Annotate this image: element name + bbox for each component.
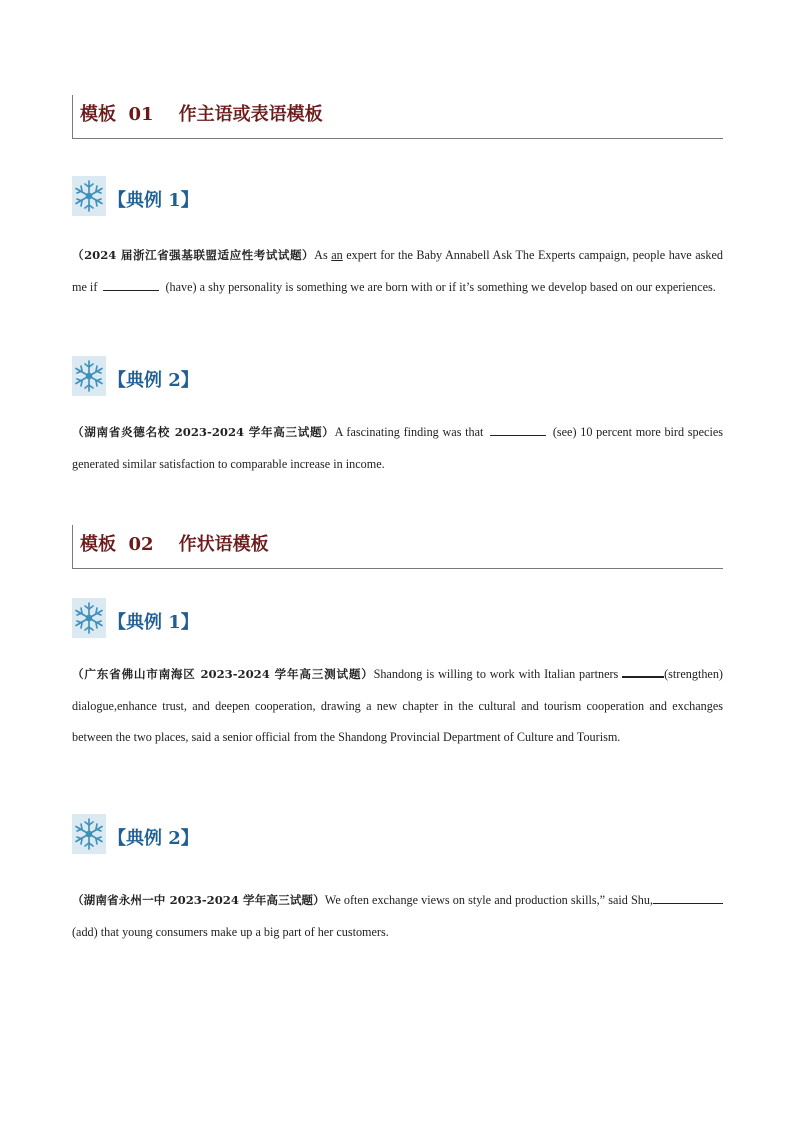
source-citation: （湖南省炎德名校 2023-2024 学年高三试题） — [72, 425, 335, 439]
section-title: 模板 01 作主语或表语模板 — [80, 104, 323, 125]
question-text: (have) a shy personality is something we are born with or if it’s something we develop based on our experiences. — [162, 279, 716, 294]
question-text: We often exchange views on style and production skills,” said Shu, — [324, 893, 653, 907]
question-text: (strengthen) dialogue,enhance trust, and deepen cooperation, drawing a new chapter in the cultural and tourism cooperation and exchanges between the two places, said a senior official from the Shandong Provincial Department of Culture and Tourism. — [72, 667, 723, 744]
question-text: expert for the Baby Annabell Ask The Experts campaign, people have asked me if — [72, 248, 723, 294]
answer-blank[interactable] — [490, 423, 546, 436]
example-paragraph — [72, 417, 723, 480]
snowflake-icon — [72, 598, 106, 638]
source-citation: （广东省佛山市南海区 2023-2024 学年高三测试题） — [72, 667, 374, 681]
answer-blank[interactable] — [653, 891, 723, 904]
source-citation: （湖南省永州一中 2023-2024 学年高三试题） — [72, 893, 325, 907]
answer-blank[interactable] — [103, 278, 159, 291]
example-paragraph — [72, 659, 723, 754]
example-label: 【典例 2】 — [108, 370, 199, 391]
section-header-02 — [72, 525, 723, 569]
question-text: As — [314, 248, 332, 262]
snowflake-icon — [72, 814, 106, 854]
underlined-word: an — [331, 248, 343, 262]
example-paragraph — [72, 240, 723, 303]
question-text: (see) 10 percent more bird species generated similar satisfaction to comparable increase in income. — [72, 425, 723, 471]
question-text: Shandong is willing to work with Italian partners — [373, 667, 623, 681]
answer-blank[interactable] — [622, 664, 664, 678]
snowflake-icon — [72, 176, 106, 216]
question-text: (add) that young consumers make up a big part of her customers. — [72, 924, 389, 939]
section-title: 模板 02 作状语模板 — [80, 534, 269, 555]
example-paragraph — [72, 885, 723, 948]
question-text: A fascinating finding was that — [334, 425, 488, 439]
example-label: 【典例 2】 — [108, 828, 199, 849]
example-label: 【典例 1】 — [108, 190, 199, 211]
source-citation: （2024 届浙江省强基联盟适应性考试试题） — [72, 248, 315, 262]
section-header-01 — [72, 95, 723, 139]
snowflake-icon — [72, 356, 106, 396]
example-label: 【典例 1】 — [108, 612, 199, 633]
